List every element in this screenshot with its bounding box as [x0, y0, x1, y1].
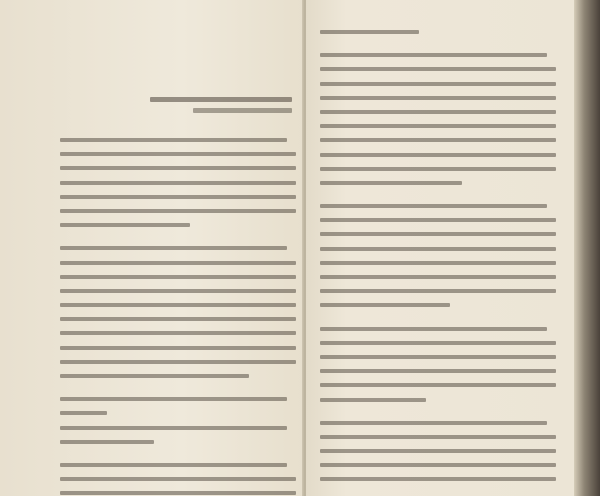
page-edge [574, 0, 600, 496]
epigraph [150, 97, 292, 119]
right-body-text [320, 30, 556, 492]
left-body-text [60, 138, 296, 496]
right-page [306, 0, 574, 496]
epigraph-citation [193, 108, 292, 113]
epigraph-line [150, 97, 292, 102]
